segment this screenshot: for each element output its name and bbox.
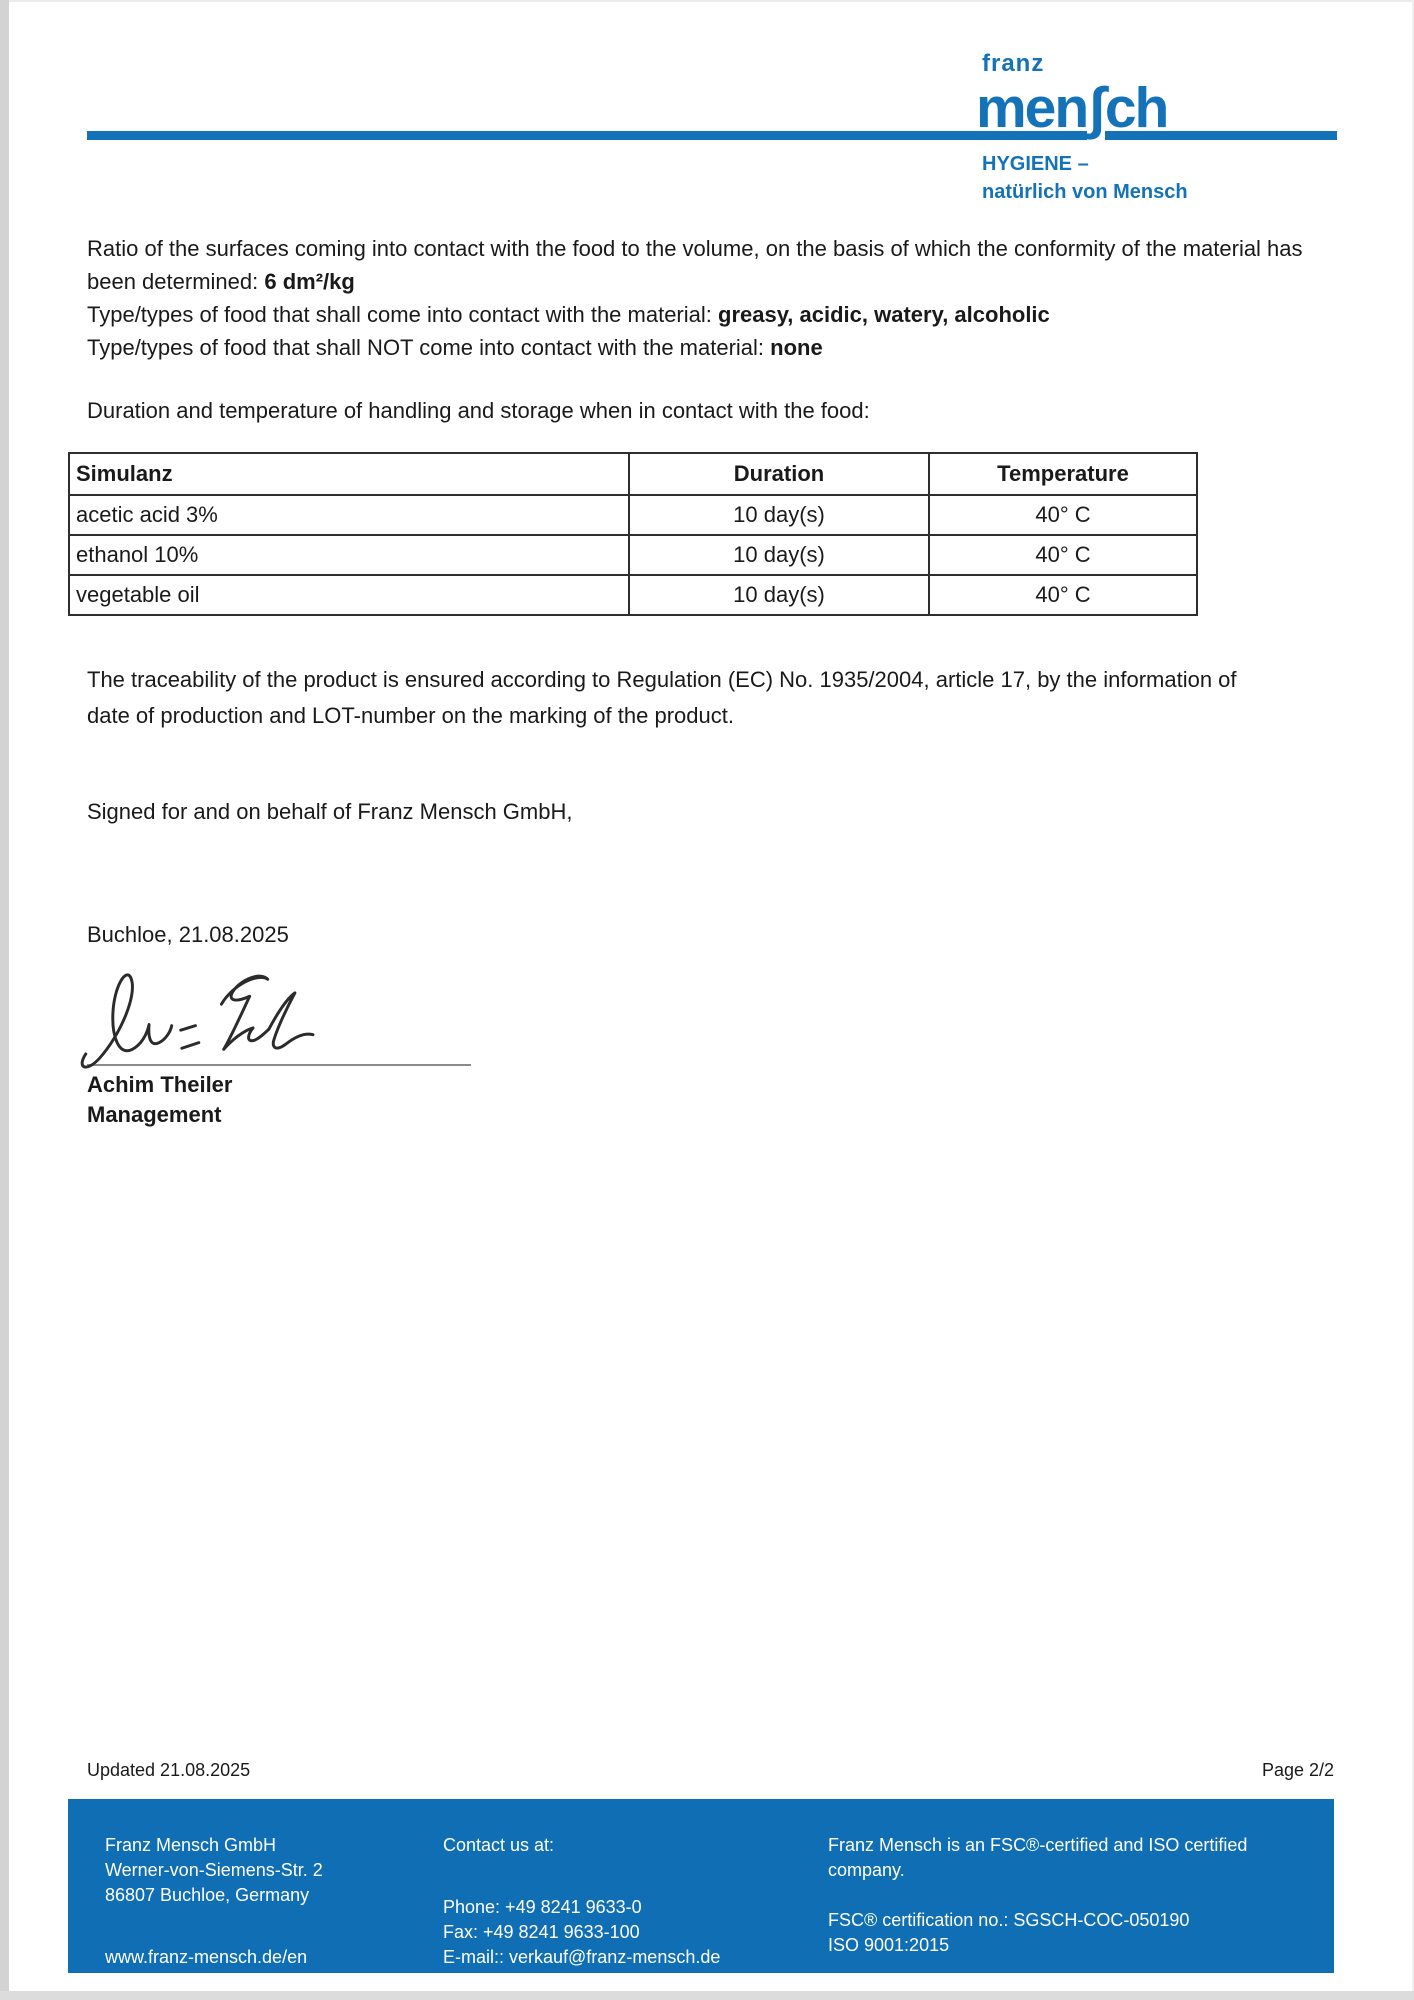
- page-edge-top: [0, 0, 1414, 2]
- signature-image: [79, 968, 339, 1072]
- logo-mensch-pre: men: [976, 76, 1088, 140]
- logo-long-s-glyph: ∫: [1089, 76, 1103, 140]
- intro-paragraph: [87, 232, 1342, 364]
- signed-for-line: Signed for and on behalf of Franz Mensch GmbH,: [87, 799, 573, 824]
- footer-bar: [68, 1799, 1334, 1973]
- footer-company-city: 86807 Buchloe, Germany: [105, 1885, 310, 1905]
- footer-iso-number: ISO 9001:2015: [828, 1935, 950, 1955]
- food-not-contact-value: none: [770, 335, 823, 360]
- footer-contact-heading: Contact us at:: [443, 1835, 555, 1855]
- cell-duration: 10 day(s): [629, 575, 929, 615]
- signature-block: [87, 968, 471, 1130]
- footer-spacer: [828, 1883, 1298, 1908]
- ratio-value: 6 dm²/kg: [264, 269, 355, 294]
- tagline-line1: HYGIENE –: [982, 153, 1089, 175]
- food-contact-text: Type/types of food that shall come into contact with the material:: [87, 302, 718, 327]
- footer-phone: Phone: +49 8241 9633-0: [443, 1897, 642, 1917]
- page-edge-left: [0, 0, 9, 2000]
- cell-simulanz: acetic acid 3%: [69, 495, 629, 535]
- page-number: Page 2/2: [1261, 1760, 1334, 1780]
- food-contact-value: greasy, acidic, watery, alcoholic: [718, 302, 1050, 327]
- footer-fsc-number: FSC® certification no.: SGSCH-COC-050190: [828, 1910, 1190, 1930]
- updated-date: Updated 21.08.2025: [87, 1760, 251, 1780]
- footer-fax: Fax: +49 8241 9633-100: [443, 1922, 640, 1942]
- table-row: [69, 535, 1197, 575]
- cell-temperature: 40° C: [929, 535, 1197, 575]
- footer-certification-column: [828, 1833, 1298, 1958]
- cell-duration: 10 day(s): [629, 535, 929, 575]
- ratio-line: [87, 232, 1342, 298]
- footer-company-street: Werner-von-Siemens-Str. 2: [105, 1860, 323, 1880]
- signatory-title: Management: [87, 1102, 222, 1127]
- footer-spacer: [443, 1858, 720, 1895]
- food-not-contact-line: [87, 331, 1342, 364]
- cell-simulanz: vegetable oil: [69, 575, 629, 615]
- footer-cert-line1: Franz Mensch is an FSC®-certified and ISO certified: [828, 1835, 1248, 1855]
- footer-company-column: [105, 1833, 323, 1970]
- traceability-paragraph: The traceability of the product is ensured according to Regulation (EC) No. 1935/2004, article 17, by the information of date of production and LOT-number on the marking of the product.: [87, 667, 1237, 728]
- footer-contact-column: [443, 1833, 720, 1970]
- table-row: [69, 495, 1197, 535]
- logo-franz-word: franz: [982, 50, 1045, 77]
- simulant-table: [68, 452, 1198, 616]
- column-header-duration: Duration: [629, 453, 929, 495]
- food-contact-line: [87, 298, 1342, 331]
- logo-mensch-post: ch: [1104, 76, 1168, 140]
- table-row: [69, 575, 1197, 615]
- column-header-simulanz: Simulanz: [69, 453, 629, 495]
- footer-website: www.franz-mensch.de/en: [105, 1947, 308, 1967]
- page-edge-bottom: [0, 1991, 1414, 2000]
- ratio-text: Ratio of the surfaces coming into contact with the food to the volume, on the basis of which the conformity of the material has been determined:: [87, 236, 1303, 294]
- cell-duration: 10 day(s): [629, 495, 929, 535]
- logo-tagline: [982, 150, 1188, 206]
- tagline-line2: natürlich von Mensch: [982, 181, 1188, 203]
- table-header-row: [69, 453, 1197, 495]
- footer-email: E-mail:: verkauf@franz-mensch.de: [443, 1947, 721, 1967]
- cell-temperature: 40° C: [929, 495, 1197, 535]
- cell-simulanz: ethanol 10%: [69, 535, 629, 575]
- food-not-contact-text: Type/types of food that shall NOT come into contact with the material:: [87, 335, 771, 360]
- status-row: [87, 1760, 1334, 1781]
- footer-cert-line2: company.: [828, 1860, 905, 1880]
- footer-spacer: [105, 1908, 323, 1945]
- duration-heading: Duration and temperature of handling and storage when in contact with the food:: [87, 398, 870, 423]
- column-header-temperature: Temperature: [929, 453, 1197, 495]
- footer-company-name: Franz Mensch GmbH: [105, 1835, 277, 1855]
- place-date-line: Buchloe, 21.08.2025: [87, 922, 289, 947]
- signatory-name: Achim Theiler: [87, 1072, 233, 1097]
- logo-mensch-wordmark: [976, 76, 1168, 140]
- cell-temperature: 40° C: [929, 575, 1197, 615]
- signature-rule: [87, 1064, 471, 1066]
